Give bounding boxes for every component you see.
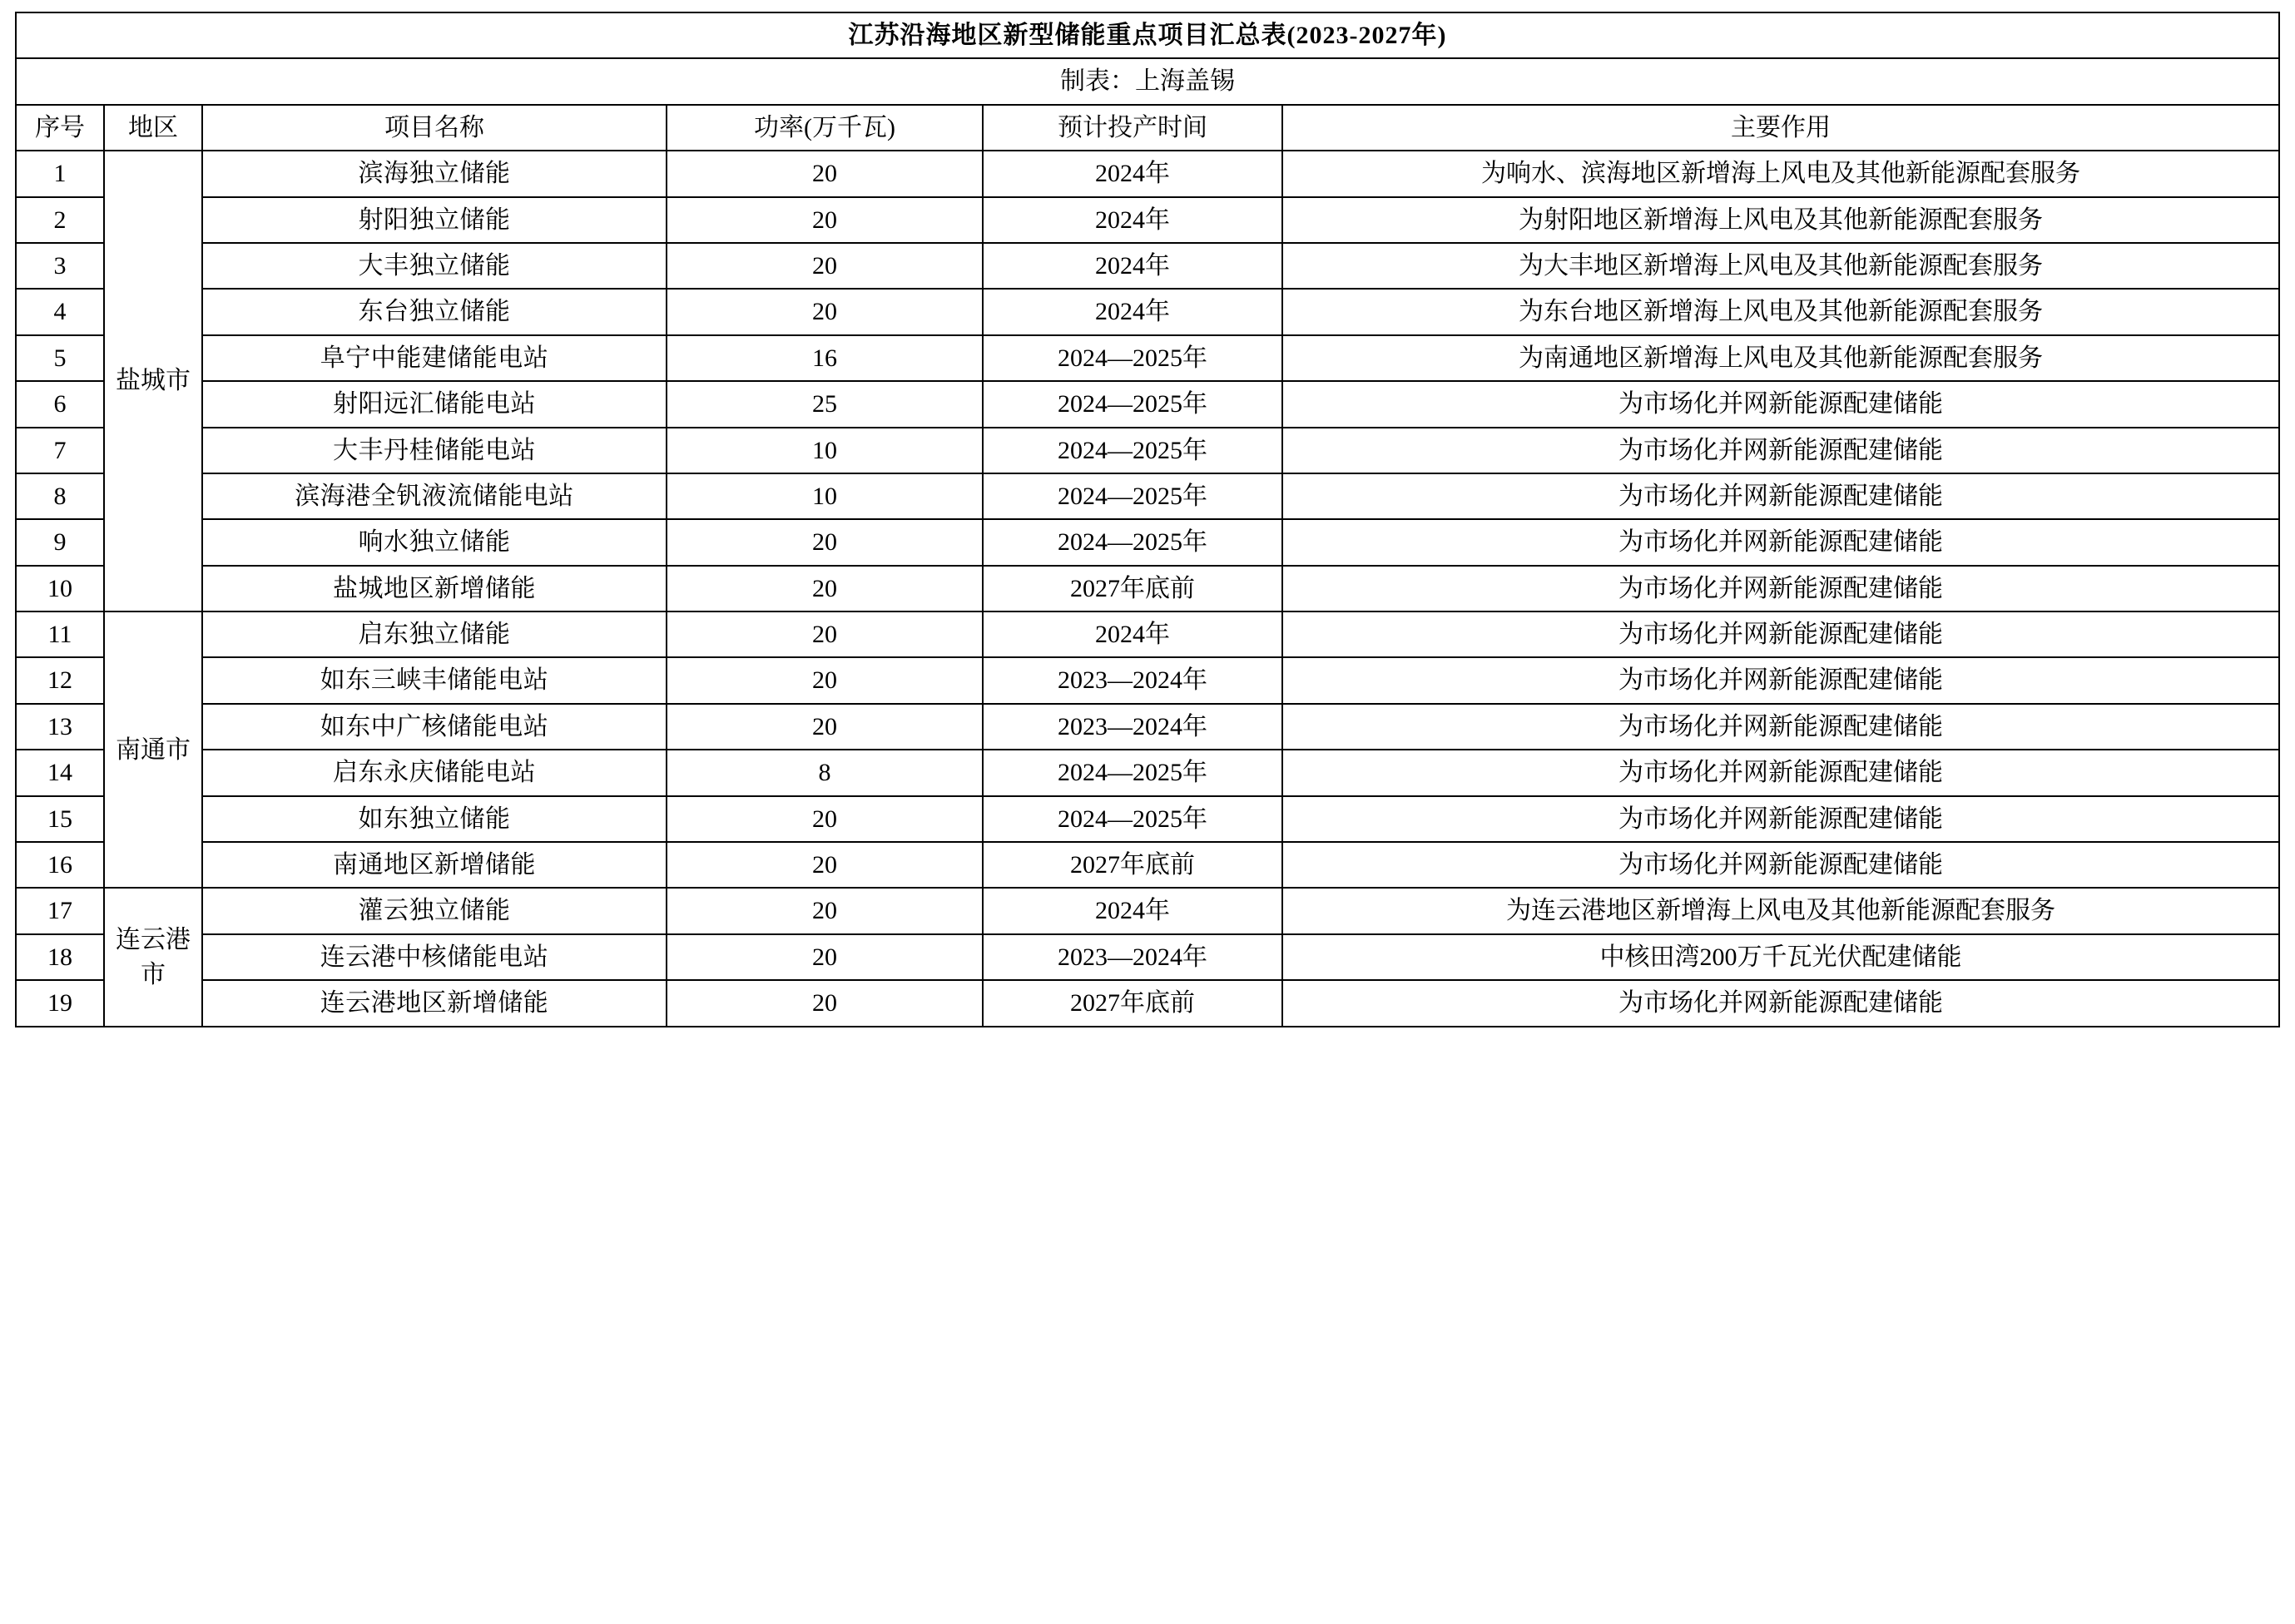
table-row [16, 842, 2279, 888]
column-header-use: 主要作用 [1282, 105, 2279, 151]
table-row [16, 428, 2279, 473]
table-row [16, 704, 2279, 750]
cell-time: 2024年 [983, 243, 1282, 289]
table-row [16, 243, 2279, 289]
cell-seq: 10 [16, 566, 104, 611]
cell-seq: 12 [16, 657, 104, 703]
cell-time: 2024—2025年 [983, 750, 1282, 795]
cell-name: 连云港中核储能电站 [202, 934, 667, 980]
title-row [16, 12, 2279, 58]
cell-power: 20 [667, 980, 983, 1026]
cell-power: 20 [667, 934, 983, 980]
maker-credit: 制表：上海盖锡 [16, 58, 2279, 104]
cell-seq: 19 [16, 980, 104, 1026]
cell-time: 2024年 [983, 611, 1282, 657]
cell-seq: 5 [16, 335, 104, 381]
cell-use: 为市场化并网新能源配建储能 [1282, 428, 2279, 473]
cell-power: 20 [667, 796, 983, 842]
table-row [16, 151, 2279, 196]
cell-seq: 9 [16, 519, 104, 565]
cell-use: 为市场化并网新能源配建储能 [1282, 519, 2279, 565]
cell-power: 10 [667, 428, 983, 473]
cell-time: 2024年 [983, 197, 1282, 243]
cell-time: 2027年底前 [983, 980, 1282, 1026]
cell-time: 2024年 [983, 289, 1282, 334]
maker-row [16, 58, 2279, 104]
cell-time: 2023—2024年 [983, 657, 1282, 703]
table-row [16, 796, 2279, 842]
cell-power: 20 [667, 704, 983, 750]
column-header-region: 地区 [104, 105, 202, 151]
cell-seq: 17 [16, 888, 104, 933]
cell-seq: 6 [16, 381, 104, 427]
cell-use: 为连云港地区新增海上风电及其他新能源配套服务 [1282, 888, 2279, 933]
cell-time: 2024—2025年 [983, 519, 1282, 565]
column-header-seq: 序号 [16, 105, 104, 151]
cell-power: 20 [667, 842, 983, 888]
table-row [16, 289, 2279, 334]
cell-time: 2024—2025年 [983, 335, 1282, 381]
cell-use: 中核田湾200万千瓦光伏配建储能 [1282, 934, 2279, 980]
page-title: 江苏沿海地区新型储能重点项目汇总表(2023-2027年) [16, 12, 2279, 58]
cell-time: 2024—2025年 [983, 473, 1282, 519]
cell-seq: 8 [16, 473, 104, 519]
cell-time: 2024—2025年 [983, 428, 1282, 473]
cell-use: 为市场化并网新能源配建储能 [1282, 704, 2279, 750]
cell-use: 为南通地区新增海上风电及其他新能源配套服务 [1282, 335, 2279, 381]
cell-name: 如东独立储能 [202, 796, 667, 842]
cell-power: 8 [667, 750, 983, 795]
cell-name: 射阳远汇储能电站 [202, 381, 667, 427]
cell-name: 射阳独立储能 [202, 197, 667, 243]
cell-seq: 16 [16, 842, 104, 888]
cell-time: 2027年底前 [983, 566, 1282, 611]
cell-name: 阜宁中能建储能电站 [202, 335, 667, 381]
cell-seq: 4 [16, 289, 104, 334]
cell-seq: 11 [16, 611, 104, 657]
cell-time: 2027年底前 [983, 842, 1282, 888]
cell-time: 2024年 [983, 888, 1282, 933]
column-header-time: 预计投产时间 [983, 105, 1282, 151]
cell-seq: 18 [16, 934, 104, 980]
cell-time: 2024年 [983, 151, 1282, 196]
cell-name: 连云港地区新增储能 [202, 980, 667, 1026]
table-row [16, 657, 2279, 703]
cell-seq: 2 [16, 197, 104, 243]
column-header-power: 功率(万千瓦) [667, 105, 983, 151]
cell-use: 为市场化并网新能源配建储能 [1282, 796, 2279, 842]
cell-seq: 3 [16, 243, 104, 289]
cell-time: 2023—2024年 [983, 934, 1282, 980]
cell-seq: 7 [16, 428, 104, 473]
cell-name: 东台独立储能 [202, 289, 667, 334]
table-row [16, 888, 2279, 933]
cell-region: 南通市 [104, 611, 202, 888]
cell-name: 大丰独立储能 [202, 243, 667, 289]
cell-power: 16 [667, 335, 983, 381]
table-body [16, 12, 2279, 1027]
cell-name: 灌云独立储能 [202, 888, 667, 933]
cell-power: 20 [667, 657, 983, 703]
cell-use: 为东台地区新增海上风电及其他新能源配套服务 [1282, 289, 2279, 334]
cell-power: 20 [667, 519, 983, 565]
table-row [16, 473, 2279, 519]
cell-use: 为市场化并网新能源配建储能 [1282, 657, 2279, 703]
cell-name: 盐城地区新增储能 [202, 566, 667, 611]
cell-use: 为市场化并网新能源配建储能 [1282, 566, 2279, 611]
table-row [16, 611, 2279, 657]
cell-name: 响水独立储能 [202, 519, 667, 565]
cell-power: 20 [667, 566, 983, 611]
cell-seq: 1 [16, 151, 104, 196]
cell-time: 2023—2024年 [983, 704, 1282, 750]
cell-name: 滨海独立储能 [202, 151, 667, 196]
cell-power: 20 [667, 197, 983, 243]
cell-name: 滨海港全钒液流储能电站 [202, 473, 667, 519]
cell-use: 为市场化并网新能源配建储能 [1282, 750, 2279, 795]
cell-power: 20 [667, 289, 983, 334]
cell-power: 20 [667, 151, 983, 196]
cell-region: 盐城市 [104, 151, 202, 611]
cell-power: 20 [667, 243, 983, 289]
cell-time: 2024—2025年 [983, 796, 1282, 842]
table-row [16, 519, 2279, 565]
cell-power: 25 [667, 381, 983, 427]
cell-use: 为市场化并网新能源配建储能 [1282, 473, 2279, 519]
cell-name: 大丰丹桂储能电站 [202, 428, 667, 473]
table-row [16, 980, 2279, 1026]
table-row [16, 381, 2279, 427]
cell-time: 2024—2025年 [983, 381, 1282, 427]
table-row [16, 566, 2279, 611]
cell-use: 为射阳地区新增海上风电及其他新能源配套服务 [1282, 197, 2279, 243]
cell-seq: 15 [16, 796, 104, 842]
cell-power: 20 [667, 611, 983, 657]
cell-use: 为市场化并网新能源配建储能 [1282, 842, 2279, 888]
cell-name: 如东中广核储能电站 [202, 704, 667, 750]
cell-use: 为市场化并网新能源配建储能 [1282, 611, 2279, 657]
table-row [16, 750, 2279, 795]
cell-region: 连云港市 [104, 888, 202, 1026]
cell-use: 为市场化并网新能源配建储能 [1282, 980, 2279, 1026]
cell-seq: 13 [16, 704, 104, 750]
cell-name: 南通地区新增储能 [202, 842, 667, 888]
cell-seq: 14 [16, 750, 104, 795]
cell-use: 为大丰地区新增海上风电及其他新能源配套服务 [1282, 243, 2279, 289]
cell-use: 为市场化并网新能源配建储能 [1282, 381, 2279, 427]
cell-use: 为响水、滨海地区新增海上风电及其他新能源配套服务 [1282, 151, 2279, 196]
cell-power: 10 [667, 473, 983, 519]
table-row [16, 197, 2279, 243]
storage-projects-table [15, 12, 2280, 1027]
cell-power: 20 [667, 888, 983, 933]
cell-name: 启东独立储能 [202, 611, 667, 657]
table-row [16, 934, 2279, 980]
header-row [16, 105, 2279, 151]
cell-name: 如东三峡丰储能电站 [202, 657, 667, 703]
column-header-name: 项目名称 [202, 105, 667, 151]
table-row [16, 335, 2279, 381]
cell-name: 启东永庆储能电站 [202, 750, 667, 795]
